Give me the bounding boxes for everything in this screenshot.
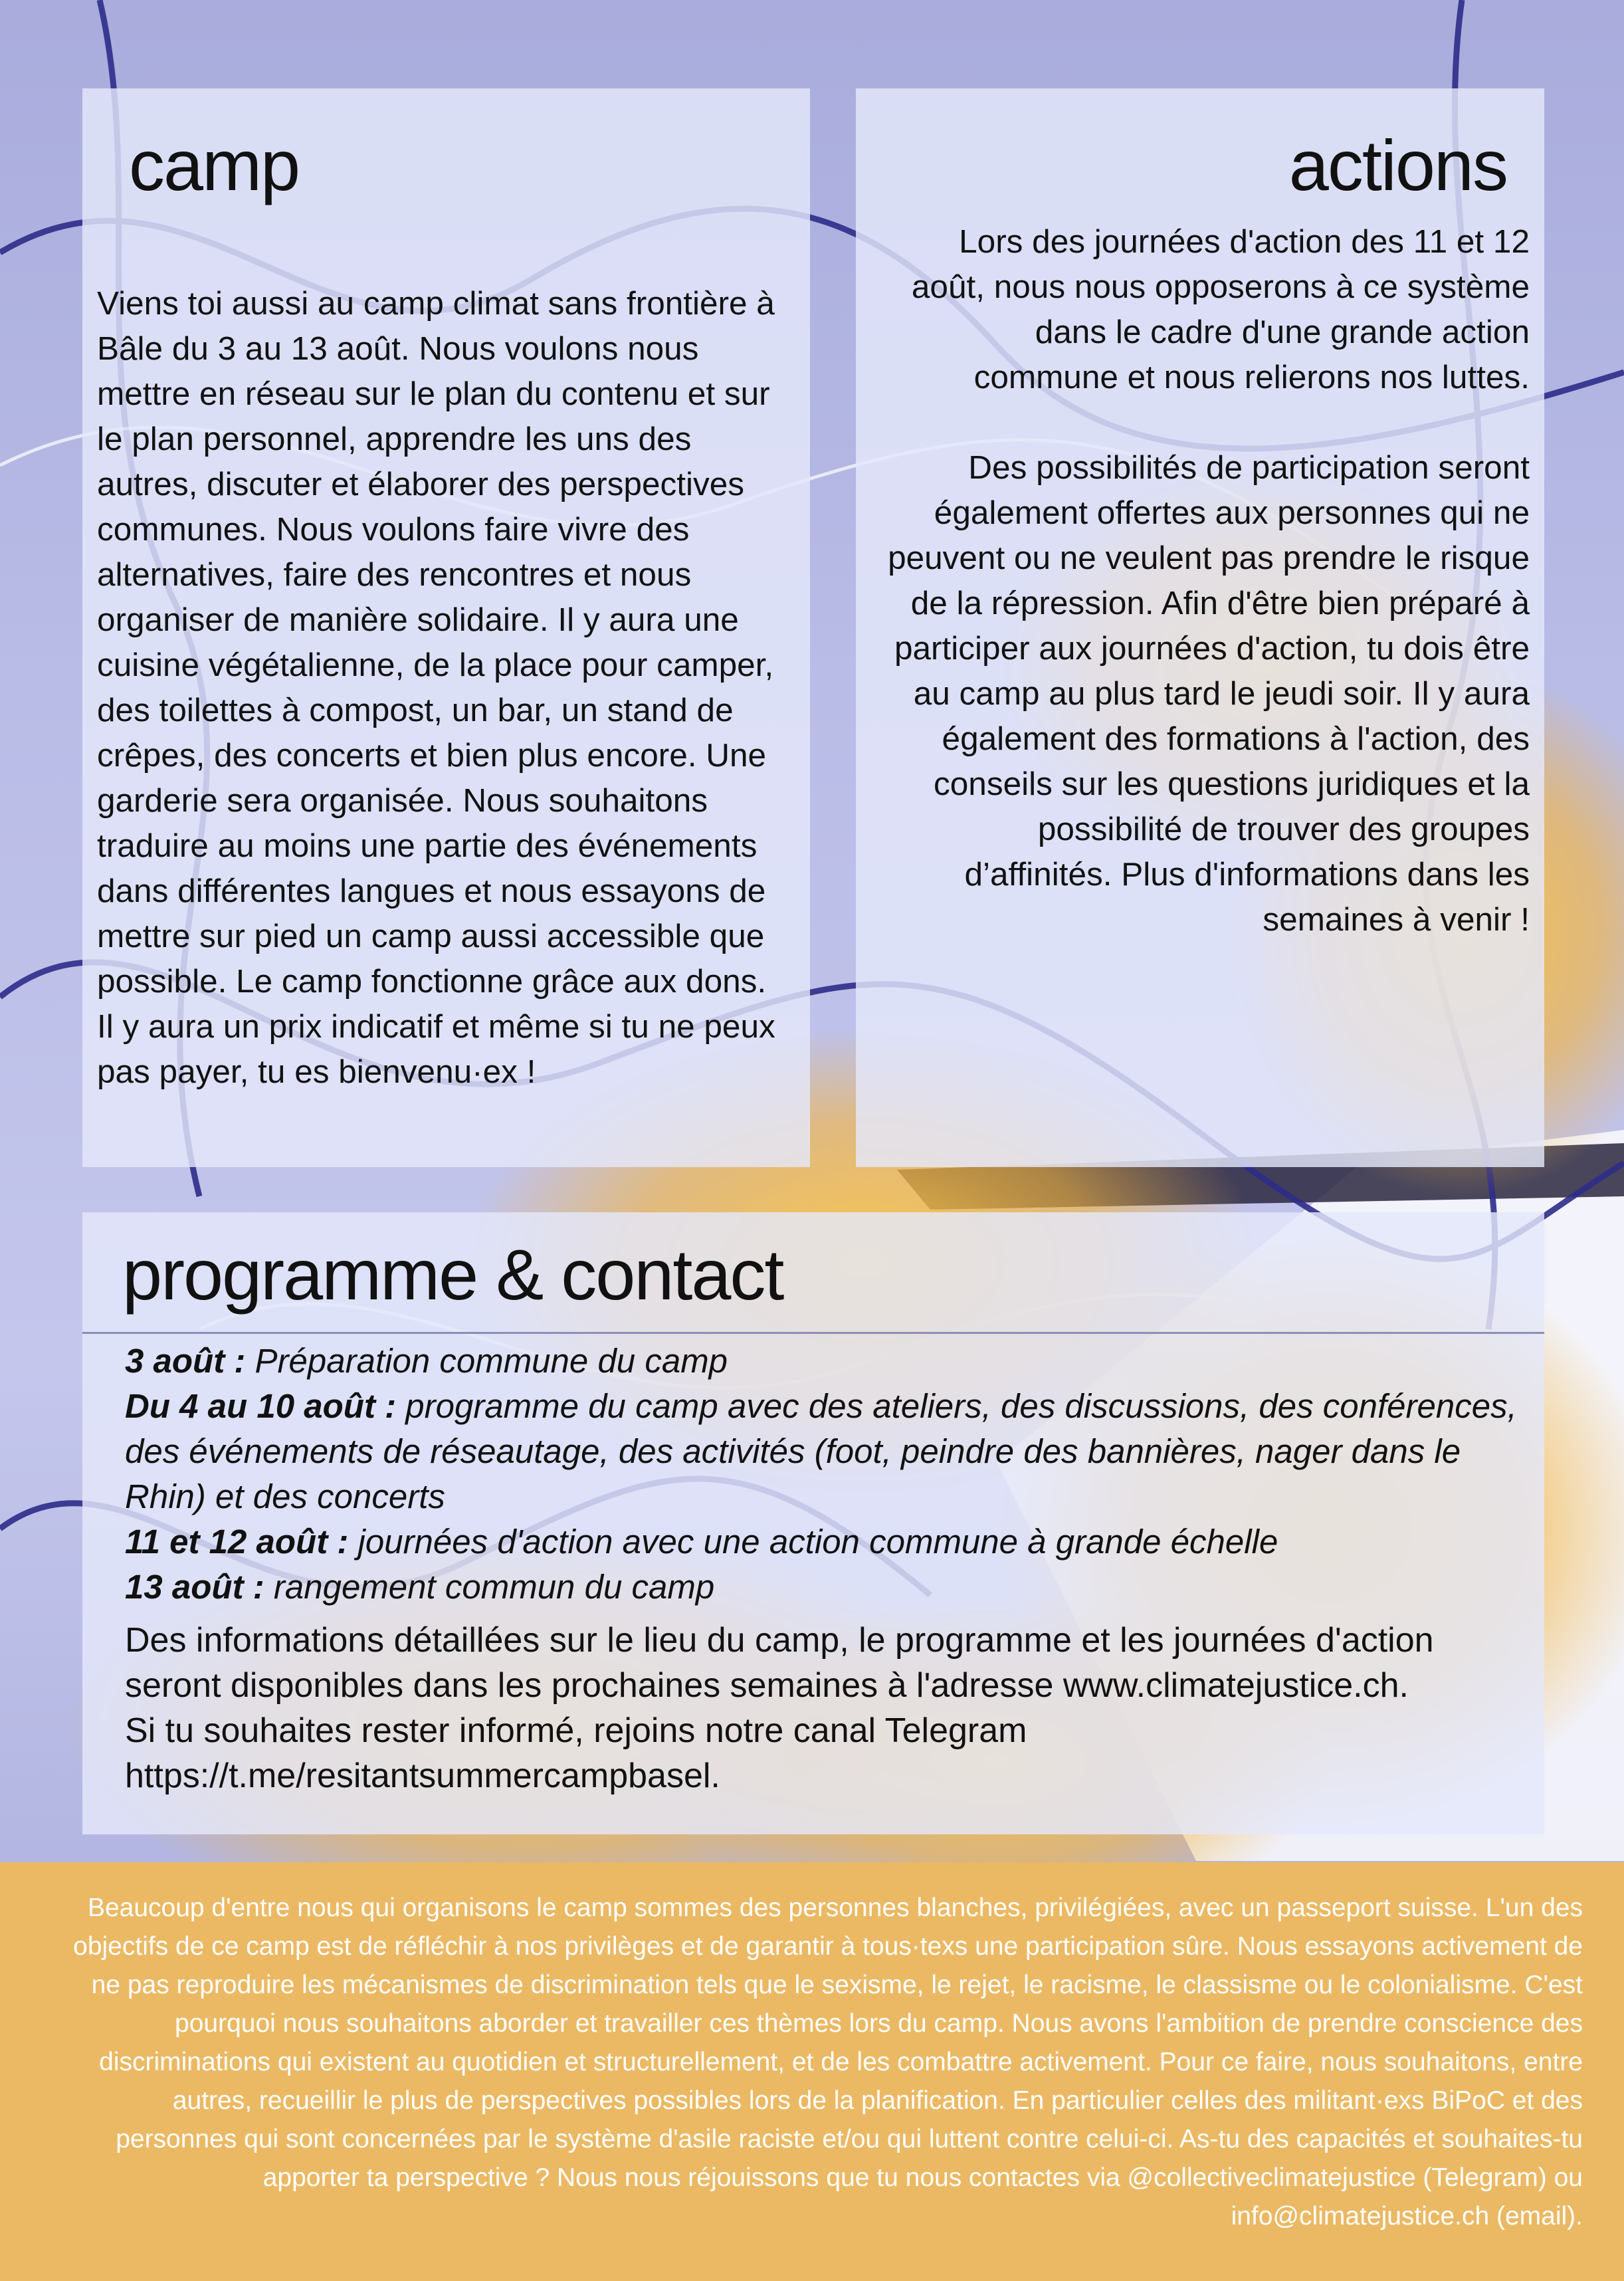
program-heading: programme & contact (122, 1234, 783, 1315)
contact-info (125, 1618, 1518, 1798)
schedule-item (125, 1565, 1518, 1610)
camp-section (82, 88, 810, 1167)
footer-banner (0, 1862, 1624, 2281)
schedule-text: journées d'action avec une action commune à grande échelle (348, 1523, 1278, 1561)
actions-heading: actions (1288, 125, 1507, 205)
schedule-date: 3 août : (125, 1342, 246, 1380)
schedule-date: 13 août : (125, 1568, 264, 1606)
actions-paragraph-2: Des possibilités de participation seront également offertes aux personnes qui ne peuvent ou ne veulent pas prendre le risque de la répression. Afin d'être bien préparé à participer aux journées d'action, tu dois être au camp au plus tard le jeudi soir. Il y aura également des formations à l'action, des conseils sur les questions juridiques et la possibilité de trouver des groupes d’affinités. Plus d'informations dans les semaines à venir ! (888, 449, 1530, 938)
schedule-item (125, 1384, 1518, 1519)
schedule-list (125, 1339, 1518, 1610)
schedule-date: Du 4 au 10 août : (125, 1387, 397, 1425)
schedule-item (125, 1339, 1518, 1384)
telegram-text: Si tu souhaites rester informé, rejoins notre canal Telegram https://t.me/resitantsummercampbasel. (125, 1711, 1027, 1795)
schedule-text: rangement commun du camp (264, 1568, 715, 1606)
actions-paragraph-1: Lors des journées d'action des 11 et 12 août, nous nous opposerons à ce système dans le cadre d'une grande action commune et nous relierons nos luttes. (911, 223, 1530, 395)
actions-section (856, 88, 1544, 1167)
schedule-text: programme du camp avec des ateliers, des discussions, des conférences, des événements de réseautage, des activités (foot, peindre des bannières, nager dans le Rhin) et des concerts (125, 1387, 1517, 1515)
schedule-item (125, 1519, 1518, 1565)
schedule-date: 11 et 12 août : (125, 1523, 349, 1561)
heading-divider (82, 1332, 1544, 1334)
schedule-text: Préparation commune du camp (245, 1342, 728, 1380)
camp-body: Viens toi aussi au camp climat sans frontière à Bâle du 3 au 13 août. Nous voulons nous mettre en réseau sur le plan du contenu et sur le plan personnel, apprendre les uns des autres, discuter et élaborer des perspectives communes. Nous voulons faire vivre des alternatives, faire des rencontres et nous organiser de manière solidaire. Il y aura une cuisine végétalienne, de la place pour camper, des toilettes à compost, un bar, un stand de crêpes, des concerts et bien plus encore. Une garderie sera organisée. Nous souhaitons traduire au moins une partie des événements dans différentes langues et nous essayons de mettre sur pied un camp aussi accessible que possible. Le camp fonctionne grâce aux dons. Il y aura un prix indicatif et même si tu ne peux pas payer, tu es bienvenu·ex ! (97, 285, 775, 1090)
contact-details-text: Des informations détaillées sur le lieu du camp, le programme et les journées d'action seront disponibles dans les prochaines semaines à l'adresse www.climatejustice.ch. (125, 1621, 1434, 1705)
footer-text: Beaucoup d'entre nous qui organisons le camp sommes des personnes blanches, privilégiées, avec un passeport suisse. L'un des objectifs de ce camp est de réfléchir à nos privilèges et de garantir à tous·texs une participation sûre. Nous essayons activement de ne pas reproduire les mécanismes de discrimination tels que le sexisme, le rejet, le racisme, le classisme ou le colonialisme. C'est pourquoi nous souhaitons aborder et travailler ces thèmes lors du camp. Nous avons l'ambition de prendre conscience des discriminations qui existent au quotidien et structurellement, et de les combattre activement. Pour ce faire, nous souhaitons, entre autres, recueillir le plus de perspectives possibles lors de la planification. En particulier celles des militant·exs BiPoC et des personnes qui sont concernées par le système d'asile raciste et/ou qui luttent contre celui-ci. As-tu des capacités et souhaites-tu apporter ta perspective ? Nous nous réjouissons que tu nous contactes via @collectiveclimatejustice (Telegram) ou info@climatejustice.ch (email). (73, 1894, 1583, 2230)
program-section (82, 1212, 1544, 1834)
camp-heading: camp (129, 125, 300, 205)
